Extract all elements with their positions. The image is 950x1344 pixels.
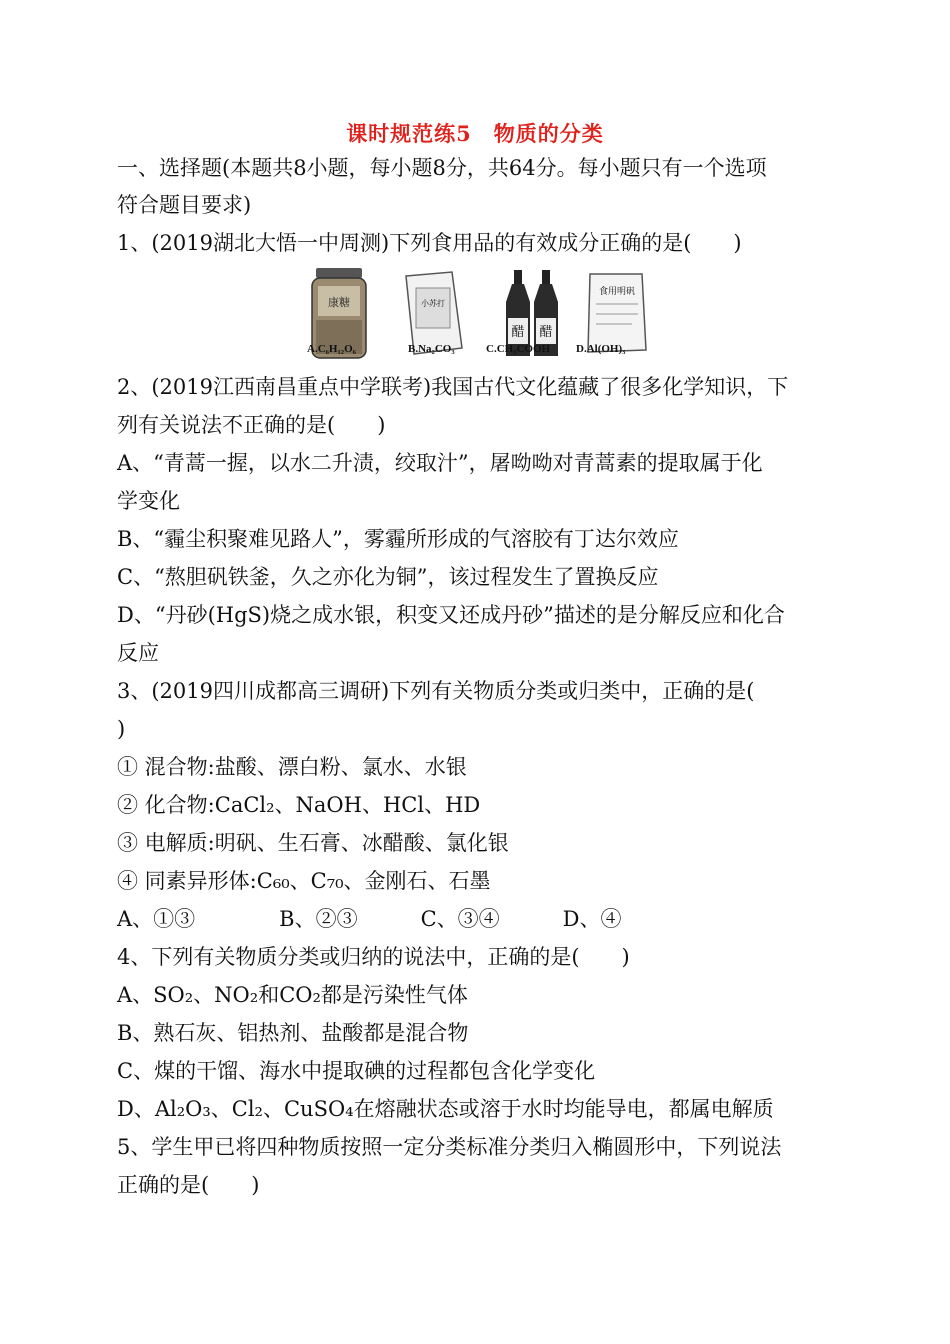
alum-packet-image xyxy=(588,274,646,352)
text-line: 学变化 xyxy=(117,489,180,513)
text-line: 1、(2019湖北大悟一中周测)下列食用品的有效成分正确的是( ) xyxy=(117,231,742,255)
bottle-label-1: 醋 xyxy=(511,325,525,340)
bottle-label-2: 醋 xyxy=(539,325,553,340)
text-line: C、“熬胆矾铁釜，久之亦化为铜”，该过程发生了置换反应 xyxy=(117,565,659,589)
text-line: A、①③ B、②③ C、③④ D、④ xyxy=(117,907,622,931)
caption-a: A.C₆H₁₂O₆ xyxy=(307,343,356,355)
text-line: ④ 同素异形体:C₆₀、C₇₀、金刚石、石墨 xyxy=(117,869,491,893)
caption-b: B.Na₂CO₃ xyxy=(408,343,455,355)
text-line: ① 混合物:盐酸、漂白粉、氯水、水银 xyxy=(117,755,467,779)
text-line: 符合题目要求) xyxy=(117,193,252,217)
text-line: ) xyxy=(117,717,126,741)
caption-c: C.CH₃COOH xyxy=(486,343,551,355)
text-line: B、熟石灰、铝热剂、盐酸都是混合物 xyxy=(117,1021,469,1045)
caption-d: D.Al(OH)₃ xyxy=(576,343,626,355)
text-line: B、“霾尘积聚难见路人”，雾霾所形成的气溶胶有丁达尔效应 xyxy=(117,527,679,551)
jar-label: 康糖 xyxy=(328,296,350,309)
text-line: 正确的是( ) xyxy=(117,1173,260,1197)
text-line: 3、(2019四川成都高三调研)下列有关物质分类或归类中，正确的是( xyxy=(117,679,755,703)
text-line: 一、选择题(本题共8小题，每小题8分，共64分。每小题只有一个选项 xyxy=(117,156,767,180)
text-line: 反应 xyxy=(117,641,159,665)
text-line: ③ 电解质:明矾、生石膏、冰醋酸、氯化银 xyxy=(117,831,509,855)
text-line: 4、下列有关物质分类或归纳的说法中，正确的是( ) xyxy=(117,945,630,969)
text-line: 2、(2019江西南昌重点中学联考)我国古代文化蕴藏了很多化学知识，下 xyxy=(117,375,789,399)
text-line: D、“丹砂(HgS)烧之成水银，积变又还成丹砂”描述的是分解反应和化合 xyxy=(117,603,785,627)
text-line: 5、学生甲已将四种物质按照一定分类标准分类归入椭圆形中，下列说法 xyxy=(117,1135,782,1159)
text-line: 列有关说法不正确的是( ) xyxy=(117,413,386,437)
text-line: A、“青蒿一握，以水二升渍，绞取汁”，屠呦呦对青蒿素的提取属于化 xyxy=(117,451,763,475)
bag-label: 小苏打 xyxy=(421,299,445,308)
text-line: D、Al₂O₃、Cl₂、CuSO₄在熔融状态或溶于水时均能导电，都属电解质 xyxy=(117,1097,774,1121)
packet-label: 食用明矾 xyxy=(598,287,636,297)
text-line: ② 化合物:CaCl₂、NaOH、HCl、HD xyxy=(117,793,481,817)
text-line: A、SO₂、NO₂和CO₂都是污染性气体 xyxy=(117,983,468,1007)
text-line: C、煤的干馏、海水中提取碘的过程都包含化学变化 xyxy=(117,1059,596,1083)
baking-soda-bag-image xyxy=(406,272,462,354)
page-title: 课时规范练5 物质的分类 xyxy=(346,121,604,146)
